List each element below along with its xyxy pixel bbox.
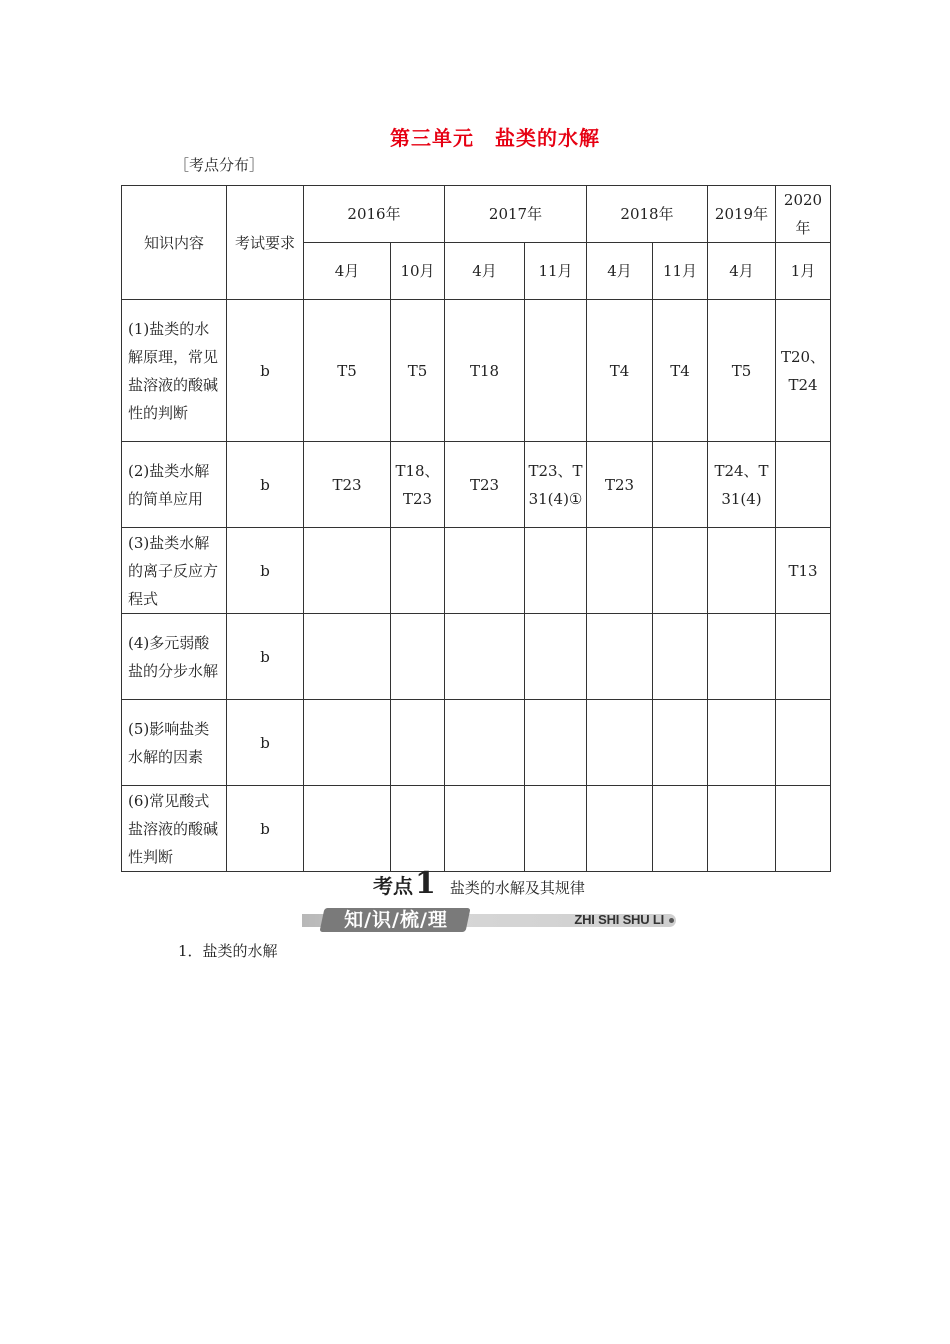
data-cell: T18、T23 bbox=[391, 442, 445, 528]
knowledge-cell: (3)盐类水解的离子反应方程式 bbox=[122, 528, 227, 614]
table-row bbox=[122, 614, 831, 700]
data-cell: T18 bbox=[445, 300, 525, 442]
data-cell bbox=[587, 528, 653, 614]
header-month: 10月 bbox=[391, 243, 445, 300]
section-banner bbox=[302, 908, 682, 932]
data-cell bbox=[445, 786, 525, 872]
data-cell bbox=[587, 614, 653, 700]
data-cell: T20、T24 bbox=[776, 300, 831, 442]
table-row bbox=[122, 300, 831, 442]
data-cell bbox=[445, 614, 525, 700]
header-year: 2016年 bbox=[304, 186, 445, 243]
banner-pinyin: ZHI SHI SHU LI bbox=[574, 912, 664, 927]
data-cell bbox=[445, 528, 525, 614]
data-cell: T23 bbox=[587, 442, 653, 528]
data-cell: T5 bbox=[708, 300, 776, 442]
data-cell bbox=[776, 614, 831, 700]
data-cell bbox=[653, 442, 708, 528]
table-row bbox=[122, 786, 831, 872]
header-month: 4月 bbox=[587, 243, 653, 300]
data-cell: T23 bbox=[445, 442, 525, 528]
data-cell bbox=[304, 786, 391, 872]
header-month: 4月 bbox=[445, 243, 525, 300]
data-cell bbox=[304, 700, 391, 786]
requirement-cell: b bbox=[227, 614, 304, 700]
data-cell bbox=[653, 528, 708, 614]
data-cell bbox=[653, 614, 708, 700]
data-cell bbox=[304, 614, 391, 700]
data-cell bbox=[653, 700, 708, 786]
header-month: 1月 bbox=[776, 243, 831, 300]
data-cell bbox=[653, 786, 708, 872]
header-year: 2020年 bbox=[776, 186, 831, 243]
data-cell: T23、T31(4)① bbox=[525, 442, 587, 528]
section-item: 1．盐类的水解 bbox=[178, 942, 278, 960]
requirement-cell: b bbox=[227, 528, 304, 614]
header-year: 2018年 bbox=[587, 186, 708, 243]
table-row bbox=[122, 528, 831, 614]
data-cell bbox=[525, 300, 587, 442]
header-month: 4月 bbox=[708, 243, 776, 300]
data-cell bbox=[525, 614, 587, 700]
data-cell bbox=[391, 528, 445, 614]
data-cell: T23 bbox=[304, 442, 391, 528]
header-requirement: 考试要求 bbox=[227, 186, 304, 300]
requirement-cell: b bbox=[227, 300, 304, 442]
data-cell: T5 bbox=[391, 300, 445, 442]
data-cell bbox=[708, 528, 776, 614]
knowledge-cell: (5)影响盐类水解的因素 bbox=[122, 700, 227, 786]
data-cell bbox=[587, 700, 653, 786]
knowledge-cell: (1)盐类的水解原理，常见盐溶液的酸碱性的判断 bbox=[122, 300, 227, 442]
data-cell bbox=[708, 786, 776, 872]
kaodian-label: 考点 bbox=[373, 874, 413, 898]
header-year: 2019年 bbox=[708, 186, 776, 243]
data-cell bbox=[391, 700, 445, 786]
distribution-label: ［考点分布］ bbox=[174, 156, 265, 174]
exam-distribution-table bbox=[121, 185, 831, 872]
data-cell bbox=[304, 528, 391, 614]
kaodian-number: 1 bbox=[415, 866, 436, 901]
requirement-cell: b bbox=[227, 786, 304, 872]
data-cell bbox=[391, 614, 445, 700]
data-cell: T5 bbox=[304, 300, 391, 442]
data-cell bbox=[776, 786, 831, 872]
data-cell: T4 bbox=[653, 300, 708, 442]
data-cell bbox=[587, 786, 653, 872]
page-title: 第三单元 盐类的水解 bbox=[390, 126, 600, 150]
header-year: 2017年 bbox=[445, 186, 587, 243]
table-header-row bbox=[122, 186, 831, 243]
header-month: 11月 bbox=[525, 243, 587, 300]
data-cell bbox=[445, 700, 525, 786]
data-cell: T4 bbox=[587, 300, 653, 442]
requirement-cell: b bbox=[227, 700, 304, 786]
knowledge-cell: (4)多元弱酸盐的分步水解 bbox=[122, 614, 227, 700]
data-cell bbox=[525, 528, 587, 614]
data-cell bbox=[525, 786, 587, 872]
kaodian-heading bbox=[373, 866, 585, 900]
header-knowledge: 知识内容 bbox=[122, 186, 227, 300]
data-cell bbox=[776, 442, 831, 528]
knowledge-cell: (2)盐类水解的简单应用 bbox=[122, 442, 227, 528]
data-cell: T13 bbox=[776, 528, 831, 614]
data-cell bbox=[391, 786, 445, 872]
data-cell: T24、T31(4) bbox=[708, 442, 776, 528]
banner-label: 知/识/梳/理 bbox=[344, 909, 448, 931]
data-cell bbox=[525, 700, 587, 786]
table-row bbox=[122, 442, 831, 528]
requirement-cell: b bbox=[227, 442, 304, 528]
header-month: 4月 bbox=[304, 243, 391, 300]
data-cell bbox=[776, 700, 831, 786]
bullet-dot-icon bbox=[669, 918, 674, 923]
table-row bbox=[122, 700, 831, 786]
knowledge-cell: (6)常见酸式盐溶液的酸碱性判断 bbox=[122, 786, 227, 872]
header-month: 11月 bbox=[653, 243, 708, 300]
data-cell bbox=[708, 700, 776, 786]
data-cell bbox=[708, 614, 776, 700]
kaodian-title: 盐类的水解及其规律 bbox=[449, 879, 585, 897]
